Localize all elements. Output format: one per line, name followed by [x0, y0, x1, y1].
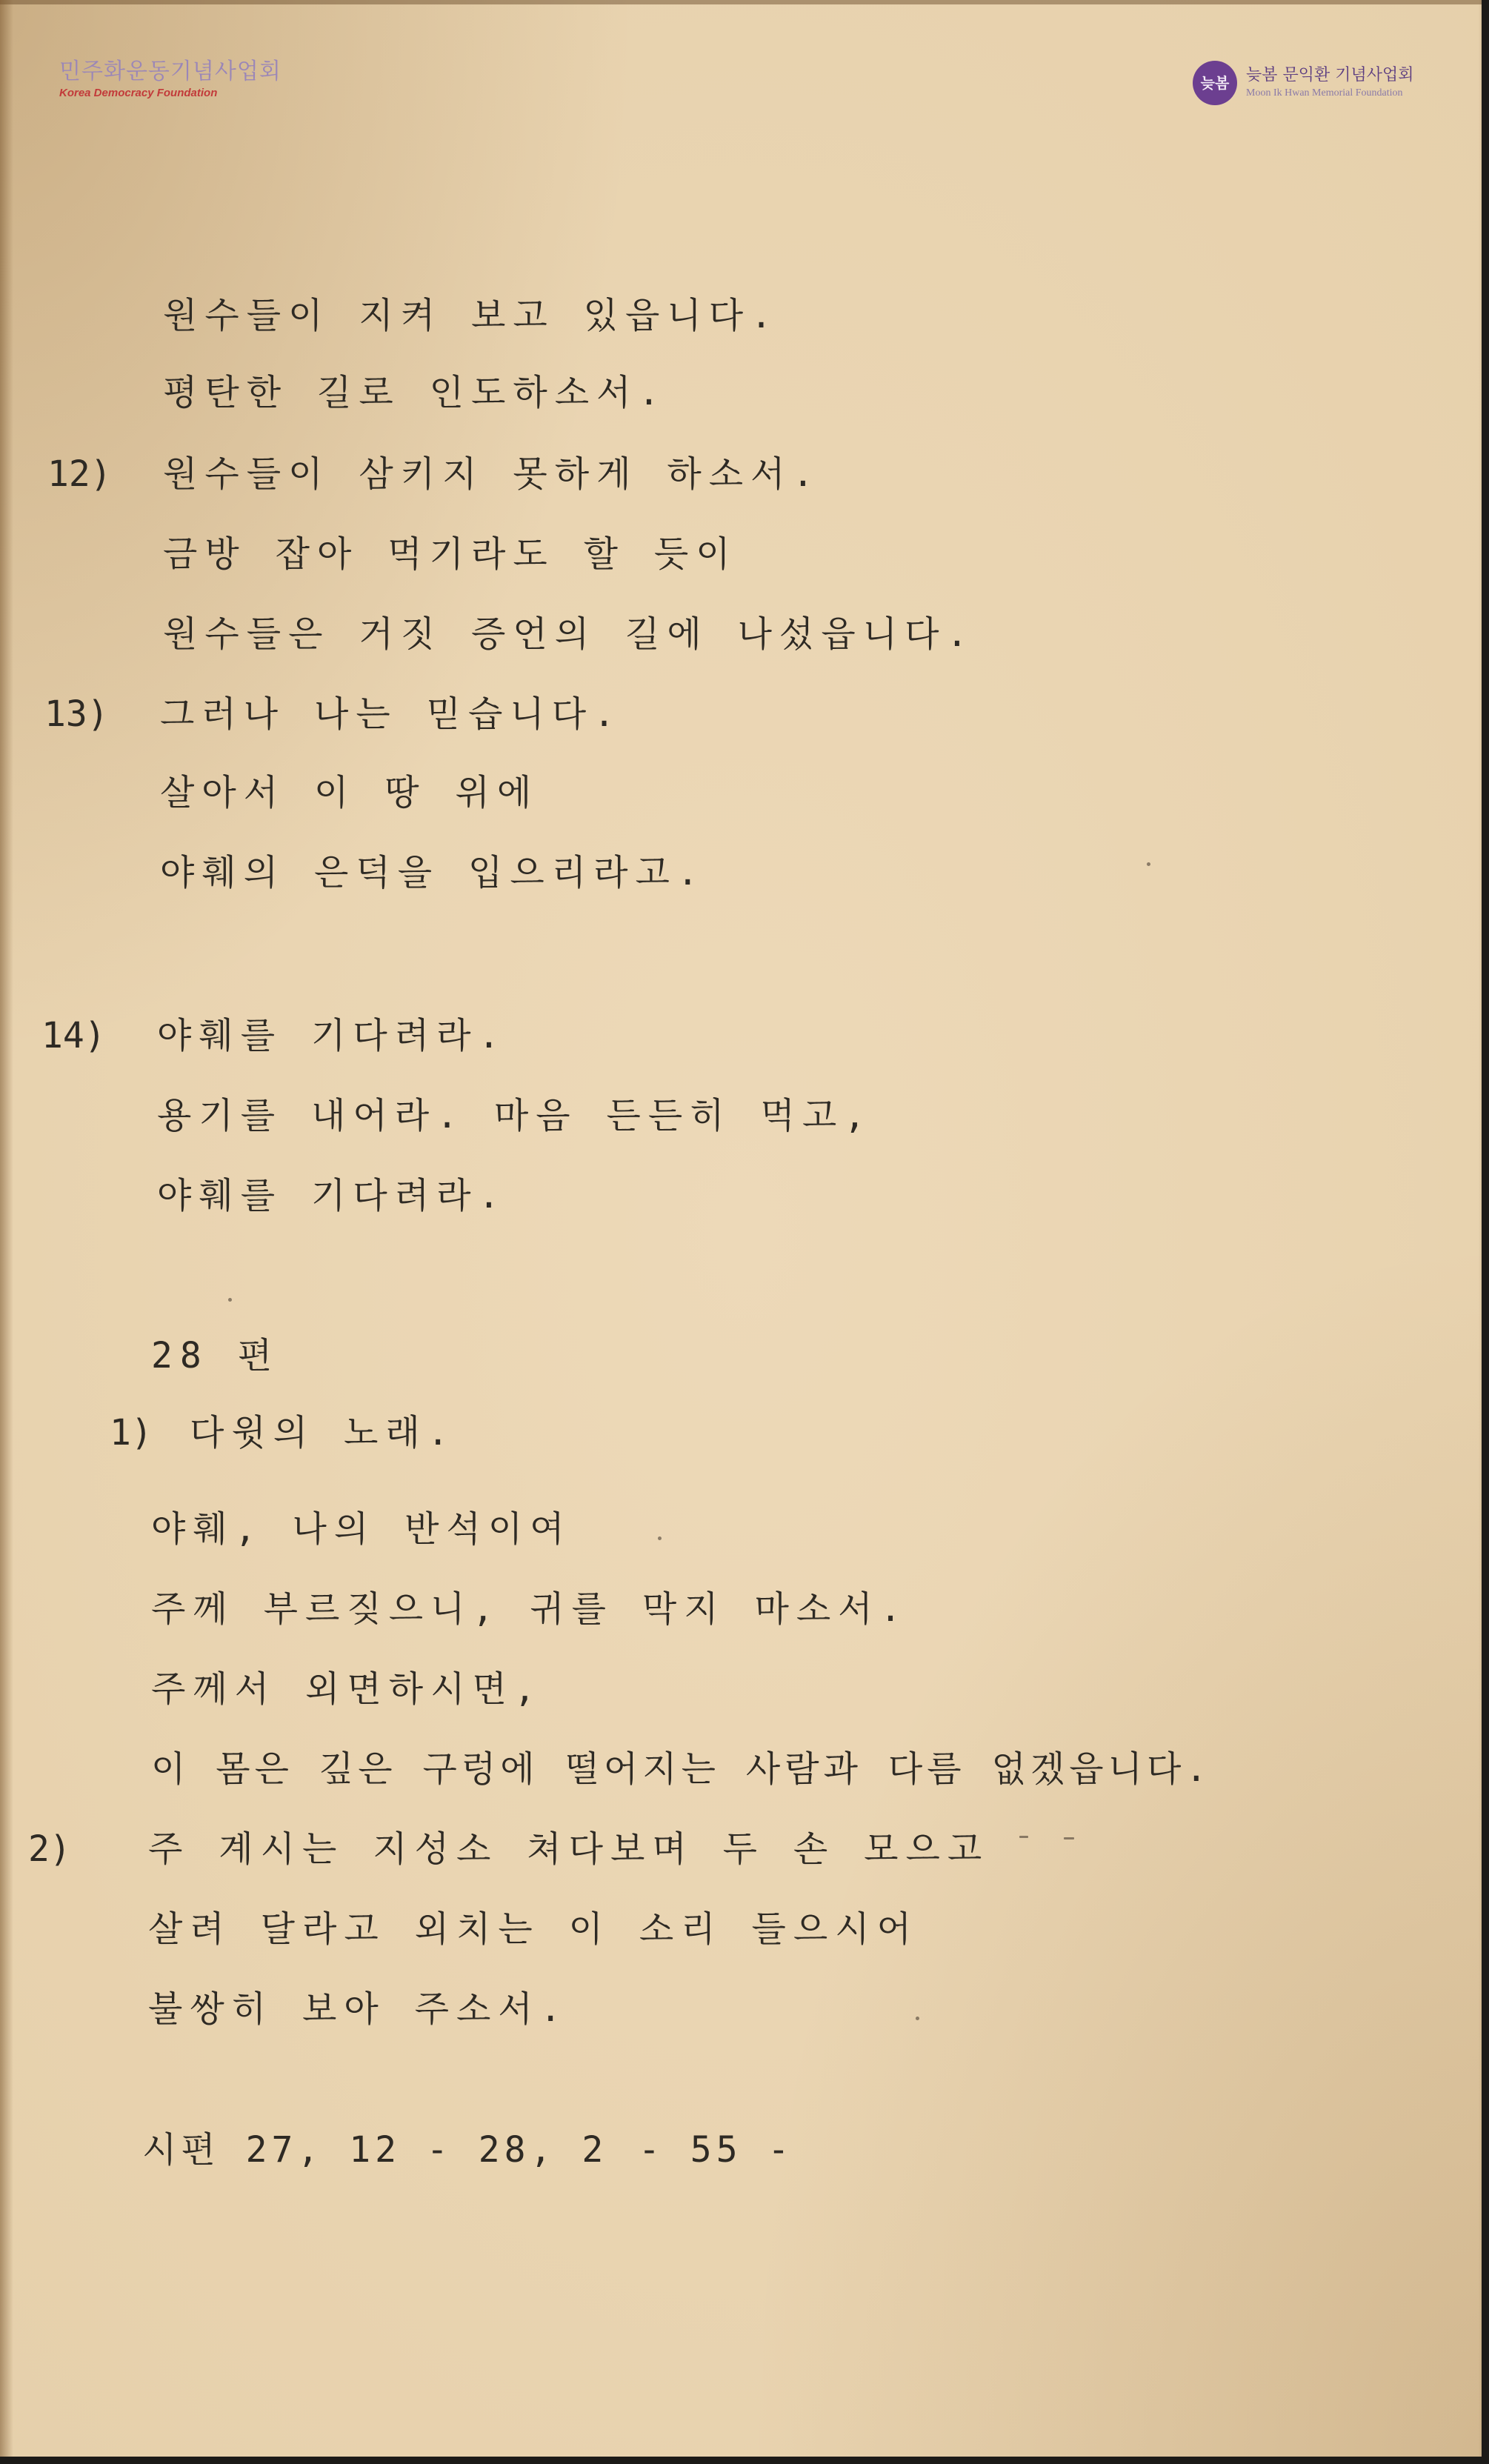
verse-number: 14): [41, 1015, 106, 1056]
text-line: 용기를 내어라. 마음 든든히 먹고,: [157, 1095, 873, 1136]
paper-edge-left: [0, 0, 13, 2464]
scan-border-bottom: [0, 2457, 1489, 2464]
scripture-reference: 시편 27, 12 - 28, 2: [142, 2129, 608, 2171]
text-line: 주께서 외면하시면,: [151, 1668, 543, 1710]
text-line: 원수들이 삼키지 못하게 하소서.: [163, 453, 822, 495]
text-line: 다윗의 노래.: [190, 1412, 456, 1454]
text-line: 주께 부르짖으니, 귀를 막지 마소서.: [151, 1588, 909, 1630]
text-line: 불쌍히 보아 주소서.: [148, 1988, 569, 2030]
paper-speck: [228, 1298, 232, 1302]
korea-democracy-foundation-logo: [59, 58, 282, 101]
text-line: 금방 잡아 먹기라도 할 듯이: [163, 533, 738, 575]
text-line: 살려 달라고 외치는 이 소리 들으시어: [148, 1908, 919, 1950]
neutbom-badge-icon: 늦봄: [1193, 61, 1237, 105]
paper-edge-top: [0, 0, 1489, 4]
paper-speck: [1147, 862, 1150, 866]
verse-number: 12): [47, 453, 112, 495]
text-line: 야훼를 기다려라.: [157, 1015, 507, 1056]
moon-ik-hwan-foundation-logo: [1193, 58, 1437, 110]
text-line: 살아서 이 땅 위에: [160, 772, 539, 813]
verse-number: 2): [28, 1828, 71, 1870]
verse-number: 13): [44, 693, 109, 735]
text-line: 이 몸은 깊은 구렁에 떨어지는 사람과 다름 없겠읍니다.: [151, 1748, 1212, 1790]
text-line: 야훼의 은덕을 입으리라고.: [160, 852, 706, 893]
left-logo-korean: 민주화운동기념사업회: [59, 59, 282, 84]
paper-speck: [1019, 1836, 1028, 1838]
verse-number: 1): [110, 1412, 153, 1454]
left-logo-english: Korea Democracy Foundation: [59, 87, 218, 99]
chapter-heading: 28 편: [151, 1335, 280, 1376]
text-line: 원수들이 지켜 보고 있읍니다.: [163, 295, 780, 336]
text-line: 그러나 나는 믿습니다.: [160, 693, 623, 735]
text-line: 평탄한 길로 인도하소서.: [163, 372, 667, 413]
text-line: 야훼를 기다려라.: [157, 1175, 507, 1216]
text-line: 주 계시는 지성소 쳐다보며 두 손 모으고: [148, 1828, 990, 1870]
text-line: 원수들은 거짓 증언의 길에 나섰읍니다.: [163, 613, 976, 655]
paper-speck: [658, 1536, 662, 1540]
paper-speck: [916, 2017, 919, 2020]
right-logo-korean: 늦봄 문익환 기념사업회: [1246, 66, 1414, 84]
text-line: 야훼, 나의 반석이여: [151, 1508, 572, 1550]
page-number: - 55 -: [639, 2129, 794, 2171]
right-logo-english: Moon Ik Hwan Memorial Foundation: [1246, 87, 1403, 99]
paper-speck: [1064, 1837, 1074, 1839]
scan-border-right: [1482, 0, 1489, 2464]
